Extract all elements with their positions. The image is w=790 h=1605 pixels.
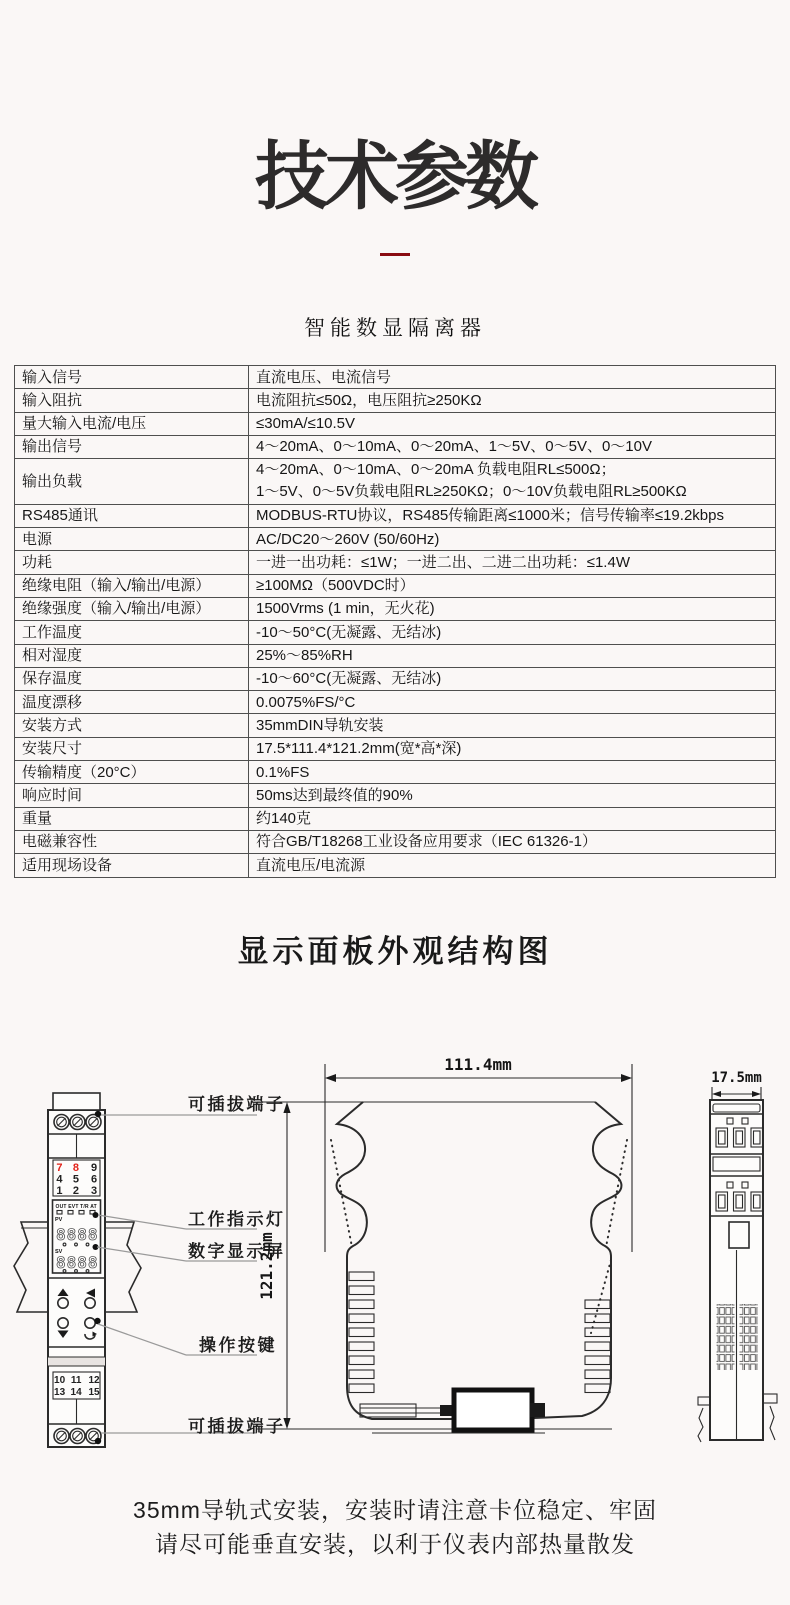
- spec-label: 保存温度: [15, 667, 249, 690]
- spec-value: MODBUS-RTU协议，RS485传输距离≤1000米；信号传输率≤19.2kbps: [249, 504, 776, 527]
- spec-label: 输入信号: [15, 366, 249, 389]
- spec-table: [14, 365, 776, 878]
- product-subtitle: 智能数显隔离器: [304, 317, 486, 340]
- spec-row: [15, 667, 776, 690]
- spec-label: 电磁兼容性: [15, 830, 249, 853]
- spec-label: 绝缘电阻（输入/输出/电源）: [15, 574, 249, 597]
- callout-anchor-buttons: [94, 1318, 100, 1324]
- spec-label: 温度漂移: [15, 691, 249, 714]
- spec-label: 功耗: [15, 551, 249, 574]
- spec-row: [15, 504, 776, 527]
- spec-label: 电源: [15, 528, 249, 551]
- spec-value: 0.1%FS: [249, 761, 776, 784]
- spec-value: 符合GB/T18268工业设备应用要求（IEC 61326-1）: [249, 830, 776, 853]
- din-rail-right: [106, 1222, 141, 1312]
- spec-label: 安装方式: [15, 714, 249, 737]
- spec-label: 重量: [15, 807, 249, 830]
- spec-value: 直流电压/电流源: [249, 854, 776, 877]
- spec-label: 传输精度（20°C）: [15, 761, 249, 784]
- vent-slots-left: [349, 1272, 374, 1393]
- width-dimension-label: 111.4mm: [444, 1055, 512, 1074]
- spec-row: [15, 714, 776, 737]
- section-title-structure: 显示面板外观结构图: [237, 934, 553, 969]
- din-rail-left: [14, 1222, 47, 1312]
- spec-value: 35mmDIN导轨安装: [249, 714, 776, 737]
- spec-row: [15, 574, 776, 597]
- dimension-depth: [711, 1070, 762, 1101]
- spec-row: [15, 435, 776, 458]
- svg-text:7 8 9: 7 8 9: [56, 1162, 98, 1174]
- spec-value: 直流电压、电流信号: [249, 366, 776, 389]
- spec-label: 响应时间: [15, 784, 249, 807]
- device-top-cap: [53, 1093, 100, 1110]
- spec-row: [15, 459, 776, 505]
- vent-slots-right: [585, 1300, 610, 1393]
- callout-indicator: 工作指示灯: [188, 1210, 286, 1229]
- rail-clip-block: [454, 1390, 532, 1430]
- spec-value: 17.5*111.4*121.2mm(宽*高*深): [249, 737, 776, 760]
- svg-text:1 2 3: 1 2 3: [56, 1185, 98, 1197]
- spec-row: [15, 737, 776, 760]
- spec-row: [15, 551, 776, 574]
- spec-value: ≥100MΩ（500VDC时）: [249, 574, 776, 597]
- callout-anchor-terminal-bottom: [95, 1438, 101, 1444]
- rear-view: [698, 1070, 777, 1442]
- bottom-terminal-screws: [54, 1429, 101, 1444]
- height-dimension-label: 121.2mm: [257, 1232, 276, 1300]
- spec-value: 约140克: [249, 807, 776, 830]
- spec-row: [15, 830, 776, 853]
- dimension-width: [325, 1055, 632, 1252]
- spec-label: 输入阻抗: [15, 389, 249, 412]
- pv-label: PV: [55, 1217, 63, 1223]
- callout-anchor-indicator: [93, 1212, 99, 1218]
- rail-clip-tab-right: [530, 1403, 545, 1417]
- spec-value: 一进一出功耗：≤1W；一进二出、二进二出功耗：≤1.4W: [249, 551, 776, 574]
- callout-terminal-top: 可插拔端子: [188, 1095, 286, 1114]
- spec-value: 4～20mA、0～10mA、0～20mA 负载电阻RL≤500Ω； 1～5V、0～5V负载电阻RL≥250KΩ；0～10V负载电阻RL≥500KΩ: [249, 459, 776, 505]
- spec-row: [15, 366, 776, 389]
- spec-value: ≤30mA/≤10.5V: [249, 412, 776, 435]
- spec-row: [15, 784, 776, 807]
- callout-buttons: 操作按键: [199, 1336, 277, 1355]
- spec-label: 量大输入电流/电压: [15, 412, 249, 435]
- spec-value: 0.0075%FS/°C: [249, 691, 776, 714]
- terminal-number-pad-top: [56, 1162, 97, 1197]
- spec-label: 绝缘强度（输入/输出/电源）: [15, 597, 249, 620]
- spec-value: -10～50°C(无凝露、无结冰): [249, 621, 776, 644]
- structure-diagram: [0, 1020, 790, 1460]
- dimension-height: [257, 1102, 291, 1429]
- depth-dimension-label: 17.5mm: [711, 1070, 762, 1086]
- spec-label: 工作温度: [15, 621, 249, 644]
- spec-row: [15, 528, 776, 551]
- svg-text:13 14 15: 13 14 15: [54, 1387, 100, 1398]
- install-note-line2: 请尽可能垂直安装，以利于仪表内部热量散发: [155, 1531, 635, 1557]
- spec-value: 1500Vrms (1 min，无火花): [249, 597, 776, 620]
- spec-value: 电流阻抗≤50Ω，电压阻抗≥250KΩ: [249, 389, 776, 412]
- spec-row: [15, 412, 776, 435]
- spec-label: 输出负载: [15, 459, 249, 505]
- rear-vent-grid-right: [740, 1304, 758, 1370]
- svg-text:10 11 12: 10 11 12: [54, 1375, 100, 1386]
- spec-row: [15, 691, 776, 714]
- sv-digits: 8888: [56, 1253, 99, 1272]
- spec-label: 安装尺寸: [15, 737, 249, 760]
- install-note-line1: 35mm导轨式安装，安装时请注意卡位稳定、牢固: [133, 1497, 657, 1523]
- spec-row: [15, 761, 776, 784]
- spec-value: 4～20mA、0～10mA、0～20mA、1～5V、0～5V、0～10V: [249, 435, 776, 458]
- spec-row: [15, 807, 776, 830]
- spec-value: 50ms达到最终值的90%: [249, 784, 776, 807]
- spec-label: 相对湿度: [15, 644, 249, 667]
- spec-value: -10～60°C(无凝露、无结冰): [249, 667, 776, 690]
- sv-label: SV: [55, 1249, 63, 1255]
- svg-text:4 5 6: 4 5 6: [56, 1173, 98, 1186]
- spec-row: [15, 621, 776, 644]
- callout-terminal-bottom: 可插拔端子: [188, 1417, 286, 1436]
- top-terminal-screws: [54, 1115, 101, 1130]
- spec-value: 25%～85%RH: [249, 644, 776, 667]
- terminal-number-pad-bottom: [54, 1375, 100, 1398]
- title-divider: [380, 253, 410, 256]
- pv-digits: 8888: [56, 1225, 99, 1244]
- callout-anchor-terminal-top: [95, 1111, 101, 1117]
- spec-label: 输出信号: [15, 435, 249, 458]
- spec-row: [15, 854, 776, 877]
- side-view: [257, 1055, 632, 1433]
- rear-vent-grid-left: [717, 1304, 735, 1370]
- status-indicator-labels: OUT EVT T/R AT: [55, 1204, 97, 1210]
- front-view: [14, 1093, 141, 1447]
- page-title: 技术参数: [255, 135, 535, 218]
- spec-row: [15, 644, 776, 667]
- spec-label: 适用现场设备: [15, 854, 249, 877]
- spec-row: [15, 389, 776, 412]
- callout-display: 数字显示屏: [188, 1242, 286, 1261]
- spec-value: AC/DC20～260V (50/60Hz): [249, 528, 776, 551]
- spec-row: [15, 597, 776, 620]
- spec-label: RS485通讯: [15, 504, 249, 527]
